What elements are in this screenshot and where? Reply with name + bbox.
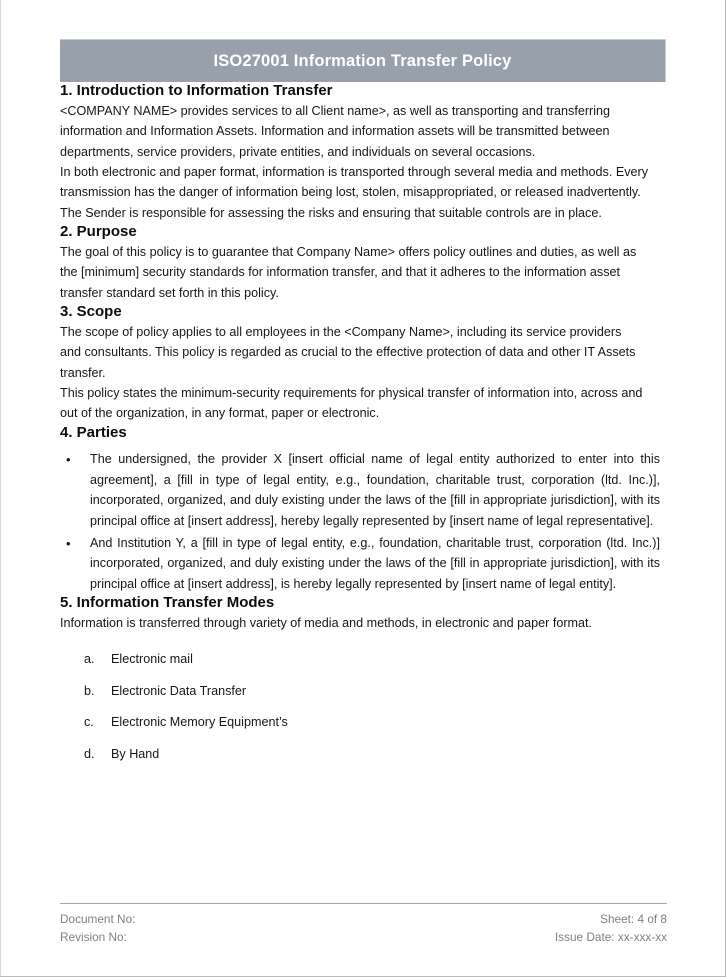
modes-item-text: Electronic mail bbox=[111, 652, 193, 667]
document-title-banner bbox=[60, 39, 666, 82]
footer-row-top bbox=[60, 910, 667, 928]
modes-paragraph-1: Information is transferred through variety of media and methods, in electronic and paper format. bbox=[60, 615, 593, 630]
section-heading-information-transfer-modes: 5. Information Transfer Modes bbox=[60, 594, 275, 612]
bullet-icon: • bbox=[66, 536, 71, 552]
list-item bbox=[63, 533, 660, 594]
section-heading-purpose: 2. Purpose bbox=[60, 223, 137, 241]
bullet-icon: • bbox=[66, 452, 71, 468]
footer-revision-no-label: Revision No: bbox=[60, 930, 127, 945]
footer-sheet-number: Sheet: 4 of 8 bbox=[600, 912, 667, 926]
parties-bullet-list bbox=[60, 449, 668, 594]
section-heading-introduction: 1. Introduction to Information Transfer bbox=[60, 82, 333, 99]
section-heading-parties: 4. Parties bbox=[60, 423, 127, 441]
footer-row-bottom bbox=[60, 928, 667, 946]
list-item bbox=[63, 449, 660, 531]
scope-paragraph-1: The scope of policy applies to all employees in the <Company Name>, including its service providers and consultants. This policy is regarded as crucial to the effective protection of data and other IT Assets transfer. bbox=[60, 324, 636, 380]
purpose-paragraph-1: The goal of this policy is to guarantee that Company Name> offers policy outlines and duties, as well as the [minimum] security standards for information transfer, and that it adheres to the information asset transfer standard set forth in this policy. bbox=[60, 244, 637, 300]
intro-paragraph-2: In both electronic and paper format, information is transported through several media and methods. Every transmission has the danger of information being lost, stolen, misappropriated, or released inadvertently. bbox=[60, 164, 649, 200]
list-item bbox=[60, 744, 668, 764]
list-marker: c. bbox=[84, 715, 94, 730]
modes-item-text: Electronic Memory Equipment’s bbox=[111, 715, 288, 730]
list-marker: d. bbox=[84, 746, 95, 761]
footer-divider bbox=[60, 903, 667, 904]
document-content bbox=[60, 0, 668, 775]
list-item bbox=[60, 712, 668, 732]
page-footer bbox=[60, 903, 667, 947]
section-heading-scope: 3. Scope bbox=[60, 303, 122, 321]
modes-lettered-list bbox=[60, 649, 668, 764]
parties-item-text: And Institution Y, a [fill in type of legal entity, e.g., foundation, charitable trust, corporation (ltd. Inc.)] incorporated, organized, and duly existing under the laws of the [fill in appropriate jurisdiction], with its principal office at [insert address], is hereby legally represented by [insert name of legal entity]. bbox=[90, 536, 660, 591]
document-title: ISO27001 Information Transfer Policy bbox=[213, 51, 512, 70]
intro-paragraph-3: The Sender is responsible for assessing the risks and ensuring that suitable controls are in place. bbox=[60, 205, 602, 220]
list-item bbox=[60, 649, 668, 669]
parties-item-text: The undersigned, the provider X [insert official name of legal entity authorized to enter into this agreement], a [fill in type of legal entity, e.g., foundation, charitable trust, corporation (ltd. Inc.)], incorporated, organized, and duly existing under the laws of the [fill in appropriate jurisdiction], with its principal office at [insert address], hereby legally represented by [insert name of legal representative]. bbox=[90, 452, 660, 528]
footer-issue-date: Issue Date: xx-xxx-xx bbox=[554, 930, 667, 945]
list-marker: a. bbox=[84, 652, 95, 667]
scope-paragraph-2: This policy states the minimum-security requirements for physical transfer of information into, across and out of the organization, in any format, paper or electronic. bbox=[60, 385, 643, 421]
list-marker: b. bbox=[84, 683, 95, 698]
modes-item-text: By Hand bbox=[111, 746, 160, 761]
footer-document-no-label: Document No: bbox=[60, 912, 136, 926]
intro-paragraph-1: <COMPANY NAME> provides services to all Client name>, as well as transporting and transferring information and Information Assets. Information and information assets will be transmitted between departments, service providers, private entities, and individuals on several occasions. bbox=[60, 103, 611, 159]
modes-item-text: Electronic Data Transfer bbox=[111, 683, 247, 698]
list-item bbox=[60, 681, 668, 701]
